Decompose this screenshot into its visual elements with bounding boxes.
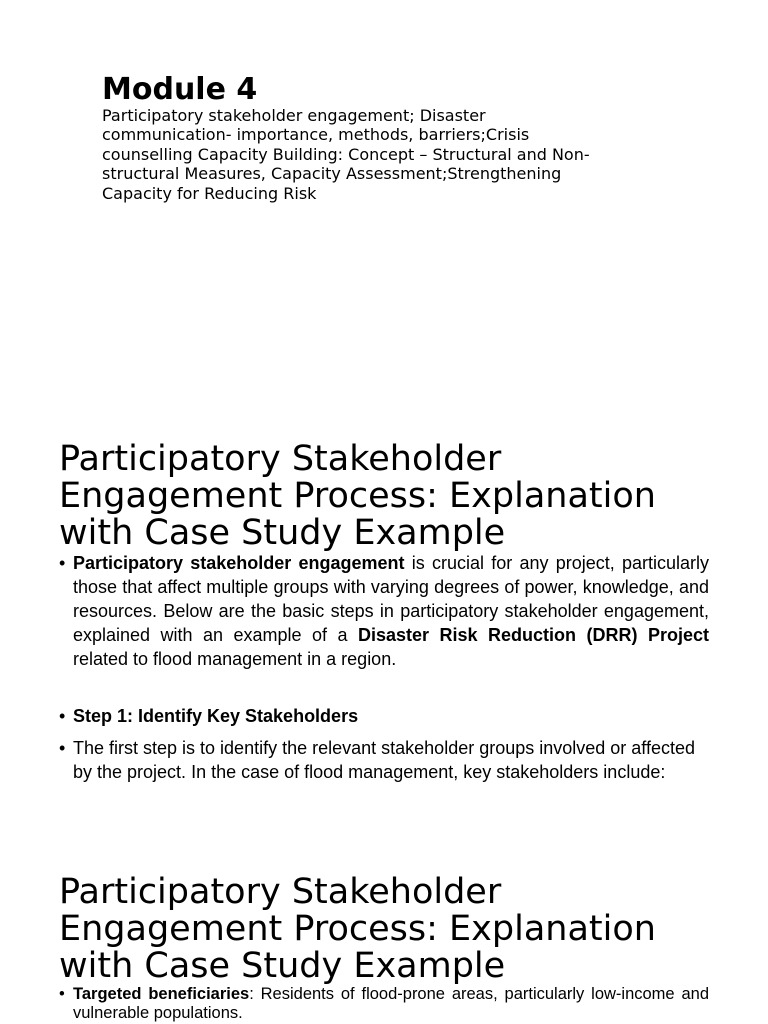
topics-line: Participatory stakeholder engagement; Disaster [102, 106, 486, 125]
bullet-item [59, 736, 709, 784]
slide-stakeholder-engagement-continued [0, 850, 768, 1024]
bullet-item [59, 985, 709, 1023]
slide-module-overview [0, 0, 768, 400]
bullet-dot-icon: • [59, 706, 66, 726]
bullet-text: related to flood management in a region. [73, 649, 397, 669]
topics-line: communication- importance, methods, barriers;Crisis [102, 125, 530, 145]
slide-title-line: with Case Study Example [59, 946, 506, 986]
step-heading: Step 1: Identify Key Stakeholders [73, 706, 359, 726]
bullet-dot-icon: • [59, 738, 66, 758]
bullet-dot-icon: • [59, 985, 65, 1003]
bullet-item [59, 704, 709, 728]
bold-term: Disaster Risk Reduction (DRR) Project [358, 625, 709, 645]
slide-title-line: Engagement Process: Explanation [59, 909, 656, 949]
bold-term: Participatory stakeholder engagement [73, 553, 405, 573]
slide-title-line: Participatory Stakeholder [59, 872, 502, 912]
module-topics [102, 106, 590, 203]
bullet-item [59, 551, 709, 671]
bold-term: Targeted beneficiaries [73, 985, 250, 1003]
bullet-text: : Residents of flood-prone areas, particularly low-income and vulnerable populations. [73, 985, 709, 1022]
slide-stakeholder-engagement [0, 410, 768, 840]
slide-title-line: Participatory Stakeholder [59, 439, 502, 479]
topics-line: structural Measures, Capacity Assessment;Strengthening [102, 164, 562, 184]
bullet-list [59, 410, 709, 840]
bullet-list [59, 850, 709, 1024]
module-heading: Module 4 [102, 72, 258, 107]
topics-line: counselling Capacity Building: Concept – Structural and Non- [102, 144, 590, 164]
slide-title-line: with Case Study Example [59, 513, 506, 553]
topics-line: Capacity for Reducing Risk [102, 183, 317, 203]
bullet-text: is crucial for any project, particularly those that affect multiple groups with varying degrees of power, knowledge, and resources. Below are the basic steps in participatory stakeholder engagement, explained with an example of a [73, 553, 710, 645]
bullet-dot-icon: • [59, 553, 66, 573]
slide-title-line: Engagement Process: Explanation [59, 476, 656, 516]
bullet-text: The first step is to identify the relevant stakeholder groups involved or affected by the project. In the case of flood management, key stakeholders include: [73, 738, 696, 782]
